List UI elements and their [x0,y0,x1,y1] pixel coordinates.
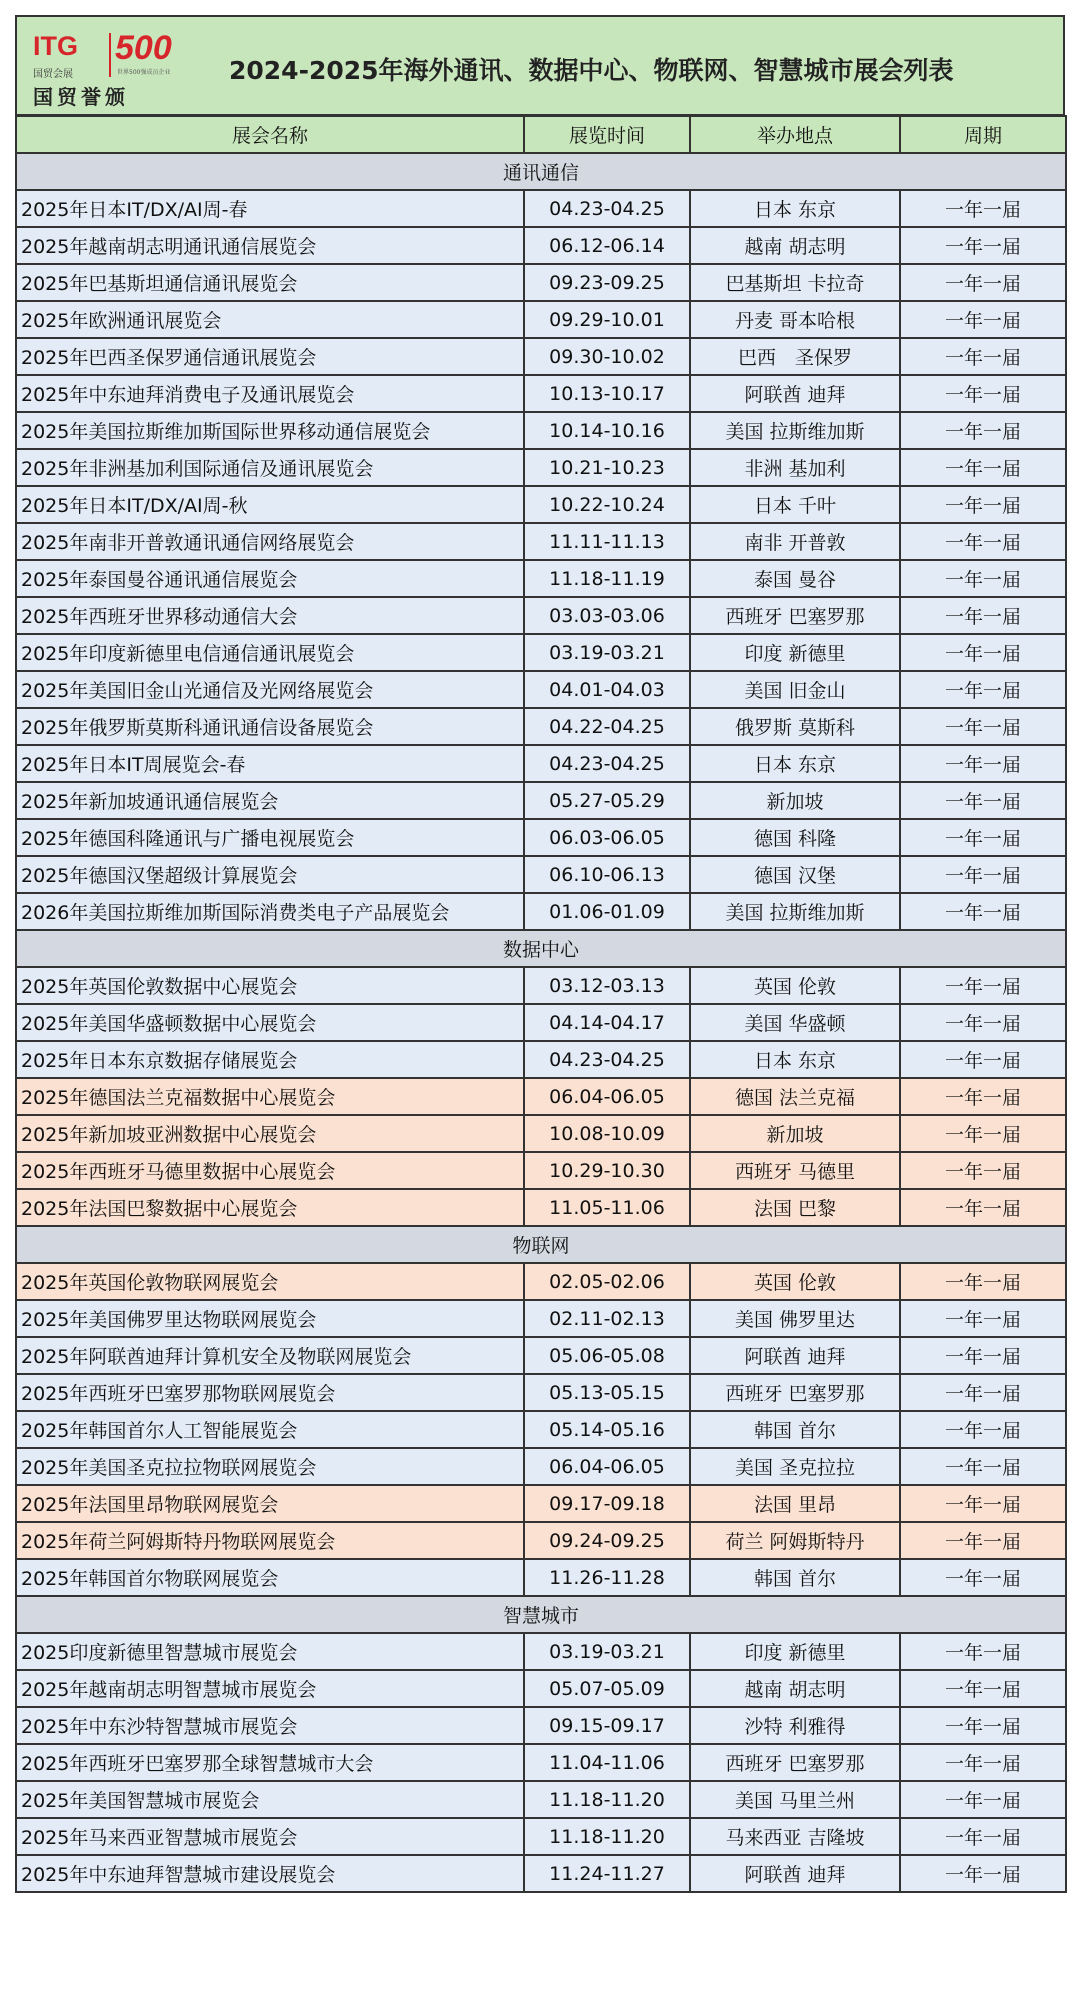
exhibition-time-cell: 09.29-10.01 [524,301,690,338]
exhibition-place-cell: 俄罗斯 莫斯科 [690,708,900,745]
exhibition-name-cell: 2025年美国佛罗里达物联网展览会 [16,1300,524,1337]
exhibition-place-cell: 越南 胡志明 [690,1670,900,1707]
exhibition-place-cell: 日本 千叶 [690,486,900,523]
exhibition-place-cell: 西班牙 巴塞罗那 [690,1744,900,1781]
section-title: 智慧城市 [16,1596,1066,1633]
exhibition-time-cell: 03.19-03.21 [524,634,690,671]
exhibition-time-cell: 04.01-04.03 [524,671,690,708]
exhibition-cycle-cell: 一年一届 [900,1781,1066,1818]
exhibition-name-cell: 2025年西班牙世界移动通信大会 [16,597,524,634]
exhibition-time-cell: 10.22-10.24 [524,486,690,523]
exhibition-cycle-cell: 一年一届 [900,1041,1066,1078]
exhibition-cycle-cell: 一年一届 [900,597,1066,634]
exhibition-place-cell: 日本 东京 [690,1041,900,1078]
column-header-cycle: 周期 [900,116,1066,153]
exhibition-list-page [15,15,1065,1981]
table-row [16,190,1066,227]
exhibition-place-cell: 英国 伦敦 [690,967,900,1004]
exhibition-place-cell: 德国 科隆 [690,819,900,856]
exhibition-place-cell: 马来西亚 吉隆坡 [690,1818,900,1855]
exhibition-place-cell: 西班牙 马德里 [690,1152,900,1189]
exhibition-name-cell: 2025年英国伦敦数据中心展览会 [16,967,524,1004]
table-row [16,523,1066,560]
exhibition-cycle-cell: 一年一届 [900,449,1066,486]
table-row [16,1189,1066,1226]
exhibition-place-cell: 美国 佛罗里达 [690,1300,900,1337]
exhibition-cycle-cell: 一年一届 [900,1374,1066,1411]
exhibition-cycle-cell: 一年一届 [900,375,1066,412]
table-row [16,1374,1066,1411]
exhibition-place-cell: 美国 拉斯维加斯 [690,412,900,449]
exhibition-place-cell: 阿联酋 迪拜 [690,1337,900,1374]
exhibition-name-cell: 2025年南非开普敦通讯通信网络展览会 [16,523,524,560]
table-row [16,745,1066,782]
exhibition-place-cell: 美国 华盛顿 [690,1004,900,1041]
exhibition-cycle-cell: 一年一届 [900,1004,1066,1041]
exhibition-name-cell: 2025年法国里昂物联网展览会 [16,1485,524,1522]
section-title: 物联网 [16,1226,1066,1263]
exhibition-time-cell: 03.19-03.21 [524,1633,690,1670]
exhibition-time-cell: 06.10-06.13 [524,856,690,893]
section-header-row [16,1596,1066,1633]
table-row [16,1448,1066,1485]
exhibition-name-cell: 2025年新加坡亚洲数据中心展览会 [16,1115,524,1152]
exhibition-time-cell: 11.05-11.06 [524,1189,690,1226]
exhibition-time-cell: 05.06-05.08 [524,1337,690,1374]
table-row [16,338,1066,375]
exhibition-name-cell: 2025年中东迪拜智慧城市建设展览会 [16,1855,524,1892]
header [15,15,1065,116]
section-header-row [16,930,1066,967]
exhibition-name-cell: 2025年泰国曼谷通讯通信展览会 [16,560,524,597]
exhibition-cycle-cell: 一年一届 [900,1744,1066,1781]
exhibition-cycle-cell: 一年一届 [900,1115,1066,1152]
table-row [16,1263,1066,1300]
exhibition-place-cell: 英国 伦敦 [690,1263,900,1300]
exhibition-time-cell: 09.23-09.25 [524,264,690,301]
table-row [16,597,1066,634]
exhibition-cycle-cell: 一年一届 [900,1818,1066,1855]
table-row [16,893,1066,930]
exhibition-name-cell: 2025年德国科隆通讯与广播电视展览会 [16,819,524,856]
exhibition-name-cell: 2025年阿联酋迪拜计算机安全及物联网展览会 [16,1337,524,1374]
exhibition-time-cell: 02.11-02.13 [524,1300,690,1337]
exhibition-cycle-cell: 一年一届 [900,671,1066,708]
table-row [16,1744,1066,1781]
exhibition-cycle-cell: 一年一届 [900,1633,1066,1670]
exhibition-time-cell: 06.04-06.05 [524,1078,690,1115]
exhibition-name-cell: 2025年新加坡通讯通信展览会 [16,782,524,819]
table-row [16,1855,1066,1892]
exhibition-place-cell: 韩国 首尔 [690,1411,900,1448]
exhibition-time-cell: 11.18-11.19 [524,560,690,597]
exhibition-cycle-cell: 一年一届 [900,412,1066,449]
exhibition-name-cell: 2025年美国智慧城市展览会 [16,1781,524,1818]
exhibition-name-cell: 2025年美国拉斯维加斯国际世界移动通信展览会 [16,412,524,449]
column-header-name: 展会名称 [16,116,524,153]
exhibition-name-cell: 2025印度新德里智慧城市展览会 [16,1633,524,1670]
table-row [16,1670,1066,1707]
table-row [16,1559,1066,1596]
exhibition-cycle-cell: 一年一届 [900,227,1066,264]
exhibition-name-cell: 2025年欧洲通讯展览会 [16,301,524,338]
exhibition-place-cell: 法国 里昂 [690,1485,900,1522]
exhibition-name-cell: 2025年西班牙巴塞罗那物联网展览会 [16,1374,524,1411]
table-row [16,412,1066,449]
section-header-row [16,1226,1066,1263]
exhibition-time-cell: 10.13-10.17 [524,375,690,412]
exhibition-time-cell: 05.07-05.09 [524,1670,690,1707]
exhibition-time-cell: 06.04-06.05 [524,1448,690,1485]
exhibition-place-cell: 阿联酋 迪拜 [690,375,900,412]
exhibition-place-cell: 巴基斯坦 卡拉奇 [690,264,900,301]
exhibition-name-cell: 2025年日本IT/DX/AI周-春 [16,190,524,227]
exhibition-cycle-cell: 一年一届 [900,634,1066,671]
exhibition-time-cell: 09.30-10.02 [524,338,690,375]
exhibition-cycle-cell: 一年一届 [900,1522,1066,1559]
table-row [16,1633,1066,1670]
table-row [16,1485,1066,1522]
exhibition-time-cell: 10.21-10.23 [524,449,690,486]
table-row [16,1004,1066,1041]
exhibition-time-cell: 06.12-06.14 [524,227,690,264]
exhibition-name-cell: 2025年越南胡志明通讯通信展览会 [16,227,524,264]
exhibition-name-cell: 2025年巴基斯坦通信通讯展览会 [16,264,524,301]
table-row [16,1041,1066,1078]
exhibition-place-cell: 法国 巴黎 [690,1189,900,1226]
exhibition-name-cell: 2025年德国法兰克福数据中心展览会 [16,1078,524,1115]
table-row [16,782,1066,819]
exhibition-name-cell: 2025年美国旧金山光通信及光网络展览会 [16,671,524,708]
exhibition-place-cell: 越南 胡志明 [690,227,900,264]
exhibition-cycle-cell: 一年一届 [900,338,1066,375]
exhibition-time-cell: 06.03-06.05 [524,819,690,856]
exhibition-place-cell: 西班牙 巴塞罗那 [690,597,900,634]
exhibition-time-cell: 09.24-09.25 [524,1522,690,1559]
exhibition-name-cell: 2025年美国华盛顿数据中心展览会 [16,1004,524,1041]
table-row [16,301,1066,338]
exhibition-cycle-cell: 一年一届 [900,1448,1066,1485]
exhibition-cycle-cell: 一年一届 [900,1670,1066,1707]
exhibition-cycle-cell: 一年一届 [900,782,1066,819]
exhibition-name-cell: 2025年荷兰阿姆斯特丹物联网展览会 [16,1522,524,1559]
exhibition-cycle-cell: 一年一届 [900,190,1066,227]
exhibition-name-cell: 2025年印度新德里电信通信通讯展览会 [16,634,524,671]
exhibition-name-cell: 2025年韩国首尔人工智能展览会 [16,1411,524,1448]
exhibition-name-cell: 2025年越南胡志明智慧城市展览会 [16,1670,524,1707]
logo-itg-text: ITG [33,31,78,61]
exhibition-name-cell: 2025年巴西圣保罗通信通讯展览会 [16,338,524,375]
table-row [16,264,1066,301]
exhibition-time-cell: 03.03-03.06 [524,597,690,634]
exhibition-cycle-cell: 一年一届 [900,1263,1066,1300]
exhibition-cycle-cell: 一年一届 [900,301,1066,338]
exhibition-cycle-cell: 一年一届 [900,1337,1066,1374]
table-row [16,967,1066,1004]
exhibition-cycle-cell: 一年一届 [900,1855,1066,1892]
exhibition-name-cell: 2026年美国拉斯维加斯国际消费类电子产品展览会 [16,893,524,930]
exhibition-place-cell: 阿联酋 迪拜 [690,1855,900,1892]
exhibition-cycle-cell: 一年一届 [900,1152,1066,1189]
exhibition-name-cell: 2025年西班牙巴塞罗那全球智慧城市大会 [16,1744,524,1781]
logo-divider [109,33,111,77]
exhibition-cycle-cell: 一年一届 [900,1411,1066,1448]
exhibition-place-cell: 泰国 曼谷 [690,560,900,597]
exhibition-name-cell: 2025年韩国首尔物联网展览会 [16,1559,524,1596]
exhibition-name-cell: 2025年日本IT周展览会-春 [16,745,524,782]
exhibition-time-cell: 04.23-04.25 [524,190,690,227]
exhibition-time-cell: 11.18-11.20 [524,1818,690,1855]
exhibition-name-cell: 2025年英国伦敦物联网展览会 [16,1263,524,1300]
logo-tagline: 国贸会展 [33,69,73,80]
table-row [16,486,1066,523]
exhibition-place-cell: 新加坡 [690,1115,900,1152]
exhibition-cycle-cell: 一年一届 [900,1559,1066,1596]
exhibition-time-cell: 10.08-10.09 [524,1115,690,1152]
section-title: 数据中心 [16,930,1066,967]
table-row [16,1115,1066,1152]
table-row [16,856,1066,893]
exhibition-name-cell: 2025年日本东京数据存储展览会 [16,1041,524,1078]
exhibition-cycle-cell: 一年一届 [900,264,1066,301]
exhibition-cycle-cell: 一年一届 [900,1707,1066,1744]
itg-logo [33,31,173,111]
exhibition-cycle-cell: 一年一届 [900,745,1066,782]
exhibition-time-cell: 09.17-09.18 [524,1485,690,1522]
exhibition-name-cell: 2025年中东迪拜消费电子及通讯展览会 [16,375,524,412]
exhibition-name-cell: 2025年法国巴黎数据中心展览会 [16,1189,524,1226]
exhibition-name-cell: 2025年俄罗斯莫斯科通讯通信设备展览会 [16,708,524,745]
table-row [16,1522,1066,1559]
table-row [16,227,1066,264]
section-title: 通讯通信 [16,153,1066,190]
exhibition-place-cell: 德国 汉堡 [690,856,900,893]
exhibition-cycle-cell: 一年一届 [900,856,1066,893]
exhibition-cycle-cell: 一年一届 [900,893,1066,930]
exhibition-table [15,115,1067,1893]
exhibition-place-cell: 日本 东京 [690,190,900,227]
exhibition-cycle-cell: 一年一届 [900,523,1066,560]
exhibition-time-cell: 11.11-11.13 [524,523,690,560]
exhibition-place-cell: 日本 东京 [690,745,900,782]
exhibition-time-cell: 11.04-11.06 [524,1744,690,1781]
table-row [16,449,1066,486]
exhibition-name-cell: 2025年中东沙特智慧城市展览会 [16,1707,524,1744]
exhibition-place-cell: 新加坡 [690,782,900,819]
table-row [16,1300,1066,1337]
exhibition-place-cell: 美国 拉斯维加斯 [690,893,900,930]
exhibition-name-cell: 2025年非洲基加利国际通信及通讯展览会 [16,449,524,486]
table-row [16,1078,1066,1115]
exhibition-name-cell: 2025年马来西亚智慧城市展览会 [16,1818,524,1855]
table-row [16,708,1066,745]
exhibition-time-cell: 04.23-04.25 [524,1041,690,1078]
exhibition-place-cell: 巴西 圣保罗 [690,338,900,375]
exhibition-name-cell: 2025年西班牙马德里数据中心展览会 [16,1152,524,1189]
exhibition-name-cell: 2025年日本IT/DX/AI周-秋 [16,486,524,523]
table-row [16,560,1066,597]
exhibition-cycle-cell: 一年一届 [900,1189,1066,1226]
exhibition-name-cell: 2025年美国圣克拉拉物联网展览会 [16,1448,524,1485]
table-row [16,1152,1066,1189]
table-row [16,1781,1066,1818]
table-row [16,671,1066,708]
exhibition-place-cell: 美国 圣克拉拉 [690,1448,900,1485]
exhibition-time-cell: 11.24-11.27 [524,1855,690,1892]
exhibition-place-cell: 印度 新德里 [690,1633,900,1670]
table-header-row [16,116,1066,153]
exhibition-time-cell: 05.13-05.15 [524,1374,690,1411]
table-row [16,1411,1066,1448]
exhibition-time-cell: 11.18-11.20 [524,1781,690,1818]
exhibition-time-cell: 09.15-09.17 [524,1707,690,1744]
exhibition-cycle-cell: 一年一届 [900,1485,1066,1522]
exhibition-cycle-cell: 一年一届 [900,967,1066,1004]
exhibition-time-cell: 05.14-05.16 [524,1411,690,1448]
table-row [16,1818,1066,1855]
exhibition-place-cell: 荷兰 阿姆斯特丹 [690,1522,900,1559]
exhibition-place-cell: 西班牙 巴塞罗那 [690,1374,900,1411]
exhibition-cycle-cell: 一年一届 [900,1300,1066,1337]
exhibition-place-cell: 德国 法兰克福 [690,1078,900,1115]
exhibition-place-cell: 韩国 首尔 [690,1559,900,1596]
exhibition-name-cell: 2025年德国汉堡超级计算展览会 [16,856,524,893]
exhibition-time-cell: 11.26-11.28 [524,1559,690,1596]
exhibition-cycle-cell: 一年一届 [900,1078,1066,1115]
exhibition-time-cell: 10.29-10.30 [524,1152,690,1189]
logo-500: 500 [115,29,172,67]
exhibition-place-cell: 南非 开普敦 [690,523,900,560]
column-header-time: 展览时间 [524,116,690,153]
section-header-row [16,153,1066,190]
exhibition-place-cell: 沙特 利雅得 [690,1707,900,1744]
table-row [16,375,1066,412]
page-title: 2024-2025年海外通讯、数据中心、物联网、智慧城市展会列表 [229,56,954,85]
table-row [16,1707,1066,1744]
exhibition-time-cell: 05.27-05.29 [524,782,690,819]
exhibition-cycle-cell: 一年一届 [900,486,1066,523]
exhibition-time-cell: 10.14-10.16 [524,412,690,449]
exhibition-time-cell: 01.06-01.09 [524,893,690,930]
column-header-place: 举办地点 [690,116,900,153]
exhibition-place-cell: 非洲 基加利 [690,449,900,486]
exhibition-place-cell: 丹麦 哥本哈根 [690,301,900,338]
exhibition-time-cell: 04.23-04.25 [524,745,690,782]
exhibition-cycle-cell: 一年一届 [900,708,1066,745]
exhibition-place-cell: 美国 旧金山 [690,671,900,708]
table-row [16,634,1066,671]
exhibition-time-cell: 03.12-03.13 [524,967,690,1004]
exhibition-cycle-cell: 一年一届 [900,819,1066,856]
exhibition-time-cell: 02.05-02.06 [524,1263,690,1300]
exhibition-place-cell: 印度 新德里 [690,634,900,671]
table-row [16,1337,1066,1374]
exhibition-time-cell: 04.14-04.17 [524,1004,690,1041]
exhibition-place-cell: 美国 马里兰州 [690,1781,900,1818]
logo-fortune-text: 世界500强成员企业 [117,69,171,76]
logo-brand: 国贸誉颁 [33,85,129,109]
exhibition-cycle-cell: 一年一届 [900,560,1066,597]
table-row [16,819,1066,856]
exhibition-time-cell: 04.22-04.25 [524,708,690,745]
